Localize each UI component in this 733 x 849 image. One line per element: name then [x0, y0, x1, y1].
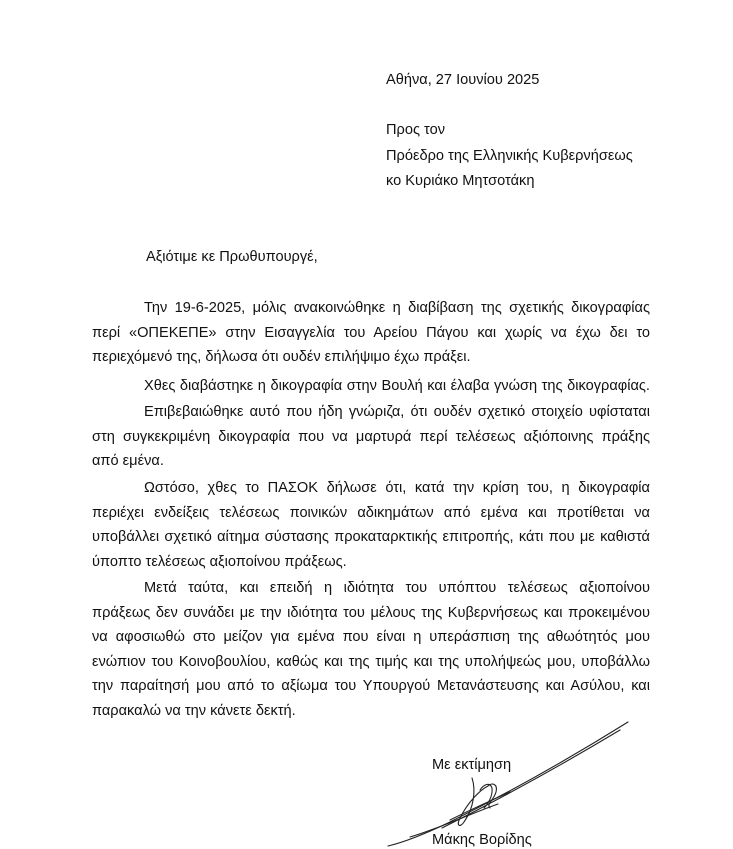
paragraph-line: Ωστόσο, χθες το ΠΑΣΟΚ δήλωσε ότι, κατά την κρίση του, η δικογραφία — [144, 480, 650, 496]
salutation: Αξιότιμε κε Πρωθυπουργέ, — [146, 249, 318, 265]
paragraph-line: Επιβεβαιώθηκε αυτό που ήδη γνώριζα, ότι ουδέν σχετικό στοιχείο υφίσταται — [144, 404, 650, 420]
paragraph-line: υποβάλλει σχετικό αίτημα σύστασης προκαταρκτικής επιτροπής, κάτι που με καθιστά — [92, 529, 650, 546]
body-paragraph-5 — [92, 576, 650, 724]
paragraph-line: πράξεως δεν συνάδει με την ιδιότητα του μέλους της Κυβερνήσεως και προκειμένου — [92, 604, 650, 621]
paragraph-line: περί «ΟΠΕΚΕΠΕ» στην Εισαγγελία του Αρείου Πάγου και χωρίς να έχω δει το — [92, 324, 650, 341]
handwritten-signature — [380, 712, 650, 849]
recipient-line-1: Προς τον — [386, 122, 446, 138]
paragraph-line: περιεχόμενό της, δήλωσα ότι ουδέν επιλήψιμο έχω πράξει. — [92, 349, 471, 366]
paragraph-line: στη συγκεκριμένη δικογραφία που να μαρτυρά περί τελέσεως αξιόποινης πράξης — [92, 428, 650, 445]
recipient-line-2: Πρόεδρο της Ελληνικής Κυβερνήσεως — [386, 148, 633, 164]
paragraph-line: από εμένα. — [92, 453, 164, 470]
closing-phrase: Με εκτίμηση — [432, 757, 512, 773]
paragraph-line: ύποπτο τελέσεως αξιοποίνου πράξεως. — [92, 553, 347, 570]
paragraph-line: να αφοσιωθώ στο μείζον για εμένα που είναι η υπεράσπιση της αθωότητός μου — [92, 629, 650, 646]
body-paragraph-3 — [92, 400, 650, 474]
paragraph-line: την παραίτησή μου από το αξίωμα του Υπουργού Μετανάστευσης και Ασύλου, και — [92, 678, 650, 695]
paragraph-line: παρακαλώ να την κάνετε δεκτή. — [92, 702, 296, 719]
body-paragraph-1 — [92, 296, 650, 370]
letter-date: Αθήνα, 27 Ιουνίου 2025 — [386, 72, 540, 88]
body-paragraph-4 — [92, 476, 650, 574]
signatory-name: Μάκης Βορίδης — [432, 832, 532, 848]
paragraph-line: ενώπιον του Κοινοβουλίου, καθώς και της τιμής και της υπολήψεώς μου, υποβάλλω — [92, 653, 650, 670]
body-paragraph-2 — [92, 374, 650, 399]
paragraph-line: Χθες διαβάστηκε η δικογραφία στην Βουλή και έλαβα γνώση της δικογραφίας. — [144, 378, 650, 394]
recipient-line-3: κο Κυριάκο Μητσοτάκη — [386, 173, 535, 189]
paragraph-line: Μετά ταύτα, και επειδή η ιδιότητα του υπόπτου τελέσεως αξιοποίνου — [144, 580, 650, 596]
paragraph-line: περιέχει ενδείξεις τελέσεως ποινικών αδικημάτων από εμένα και προτίθεται να — [92, 504, 650, 521]
paragraph-line: Την 19-6-2025, μόλις ανακοινώθηκε η διαβίβαση της σχετικής δικογραφίας — [144, 300, 650, 316]
